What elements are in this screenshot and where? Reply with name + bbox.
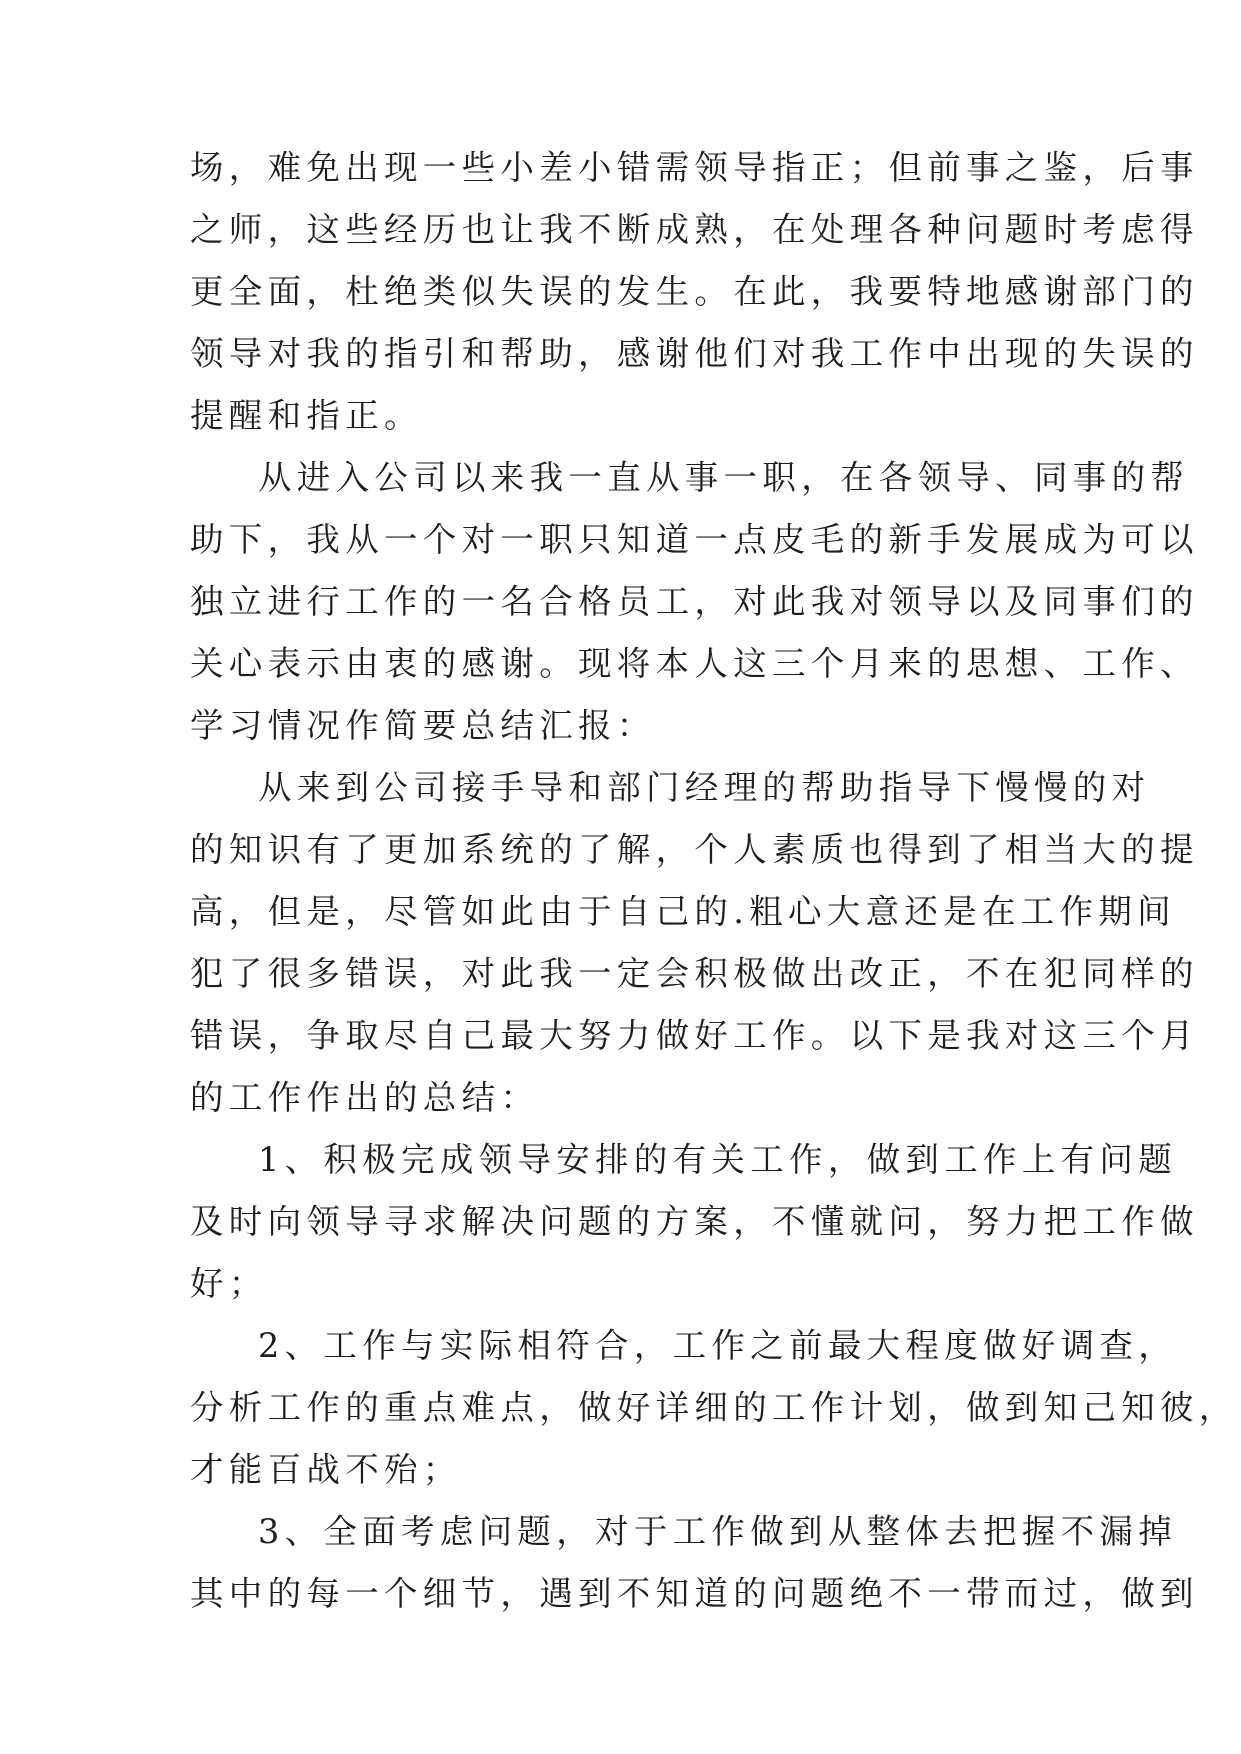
text-line: 其中的每一个细节，遇到不知道的问题绝不一带而过，做到	[190, 1574, 1199, 1613]
text-line: 场，难免出现一些小差小错需领导指正；但前事之鉴，后事	[190, 148, 1199, 187]
text-line: 提醒和指正。	[190, 396, 423, 435]
text-line: 高，但是，尽管如此由于自己的.粗心大意还是在工作期间	[190, 892, 1176, 931]
text-line: 领导对我的指引和帮助，感谢他们对我工作中出现的失误的	[190, 334, 1199, 373]
paragraph-first-line: 从来到公司接手导和部门经理的帮助指导下慢慢的对	[258, 768, 1151, 807]
paragraph-first-line: 从进入公司以来我一直从事一职，在各领导、同事的帮	[258, 458, 1190, 497]
text-line: 分析工作的重点难点，做好详细的工作计划，做到知己知彼，	[190, 1388, 1238, 1427]
paragraph-first-line: 3、全面考虑问题，对于工作做到从整体去把握不漏掉	[258, 1512, 1178, 1551]
text-line: 更全面，杜绝类似失误的发生。在此，我要特地感谢部门的	[190, 272, 1199, 311]
text-line: 及时向领导寻求解决问题的方案，不懂就问，努力把工作做	[190, 1202, 1199, 1241]
text-line: 的工作作出的总结：	[190, 1078, 540, 1117]
text-line: 才能百战不殆；	[190, 1450, 462, 1489]
text-line: 关心表示由衷的感谢。现将本人这三个月来的思想、工作、	[190, 644, 1199, 683]
text-line: 助下，我从一个对一职只知道一点皮毛的新手发展成为可以	[190, 520, 1199, 559]
text-line: 犯了很多错误，对此我一定会积极做出改正，不在犯同样的	[190, 954, 1199, 993]
paragraph-first-line: 2、工作与实际相符合，工作之前最大程度做好调查，	[258, 1326, 1178, 1365]
text-line: 错误，争取尽自己最大努力做好工作。以下是我对这三个月	[190, 1016, 1199, 1055]
text-line: 独立进行工作的一名合格员工，对此我对领导以及同事们的	[190, 582, 1199, 621]
text-line: 好；	[190, 1264, 268, 1303]
text-line: 之师，这些经历也让我不断成熟，在处理各种问题时考虑得	[190, 210, 1199, 249]
paragraph-first-line: 1、积极完成领导安排的有关工作，做到工作上有问题	[258, 1140, 1178, 1179]
text-line: 学习情况作简要总结汇报：	[190, 706, 656, 745]
text-line: 的知识有了更加系统的了解，个人素质也得到了相当大的提	[190, 830, 1199, 869]
